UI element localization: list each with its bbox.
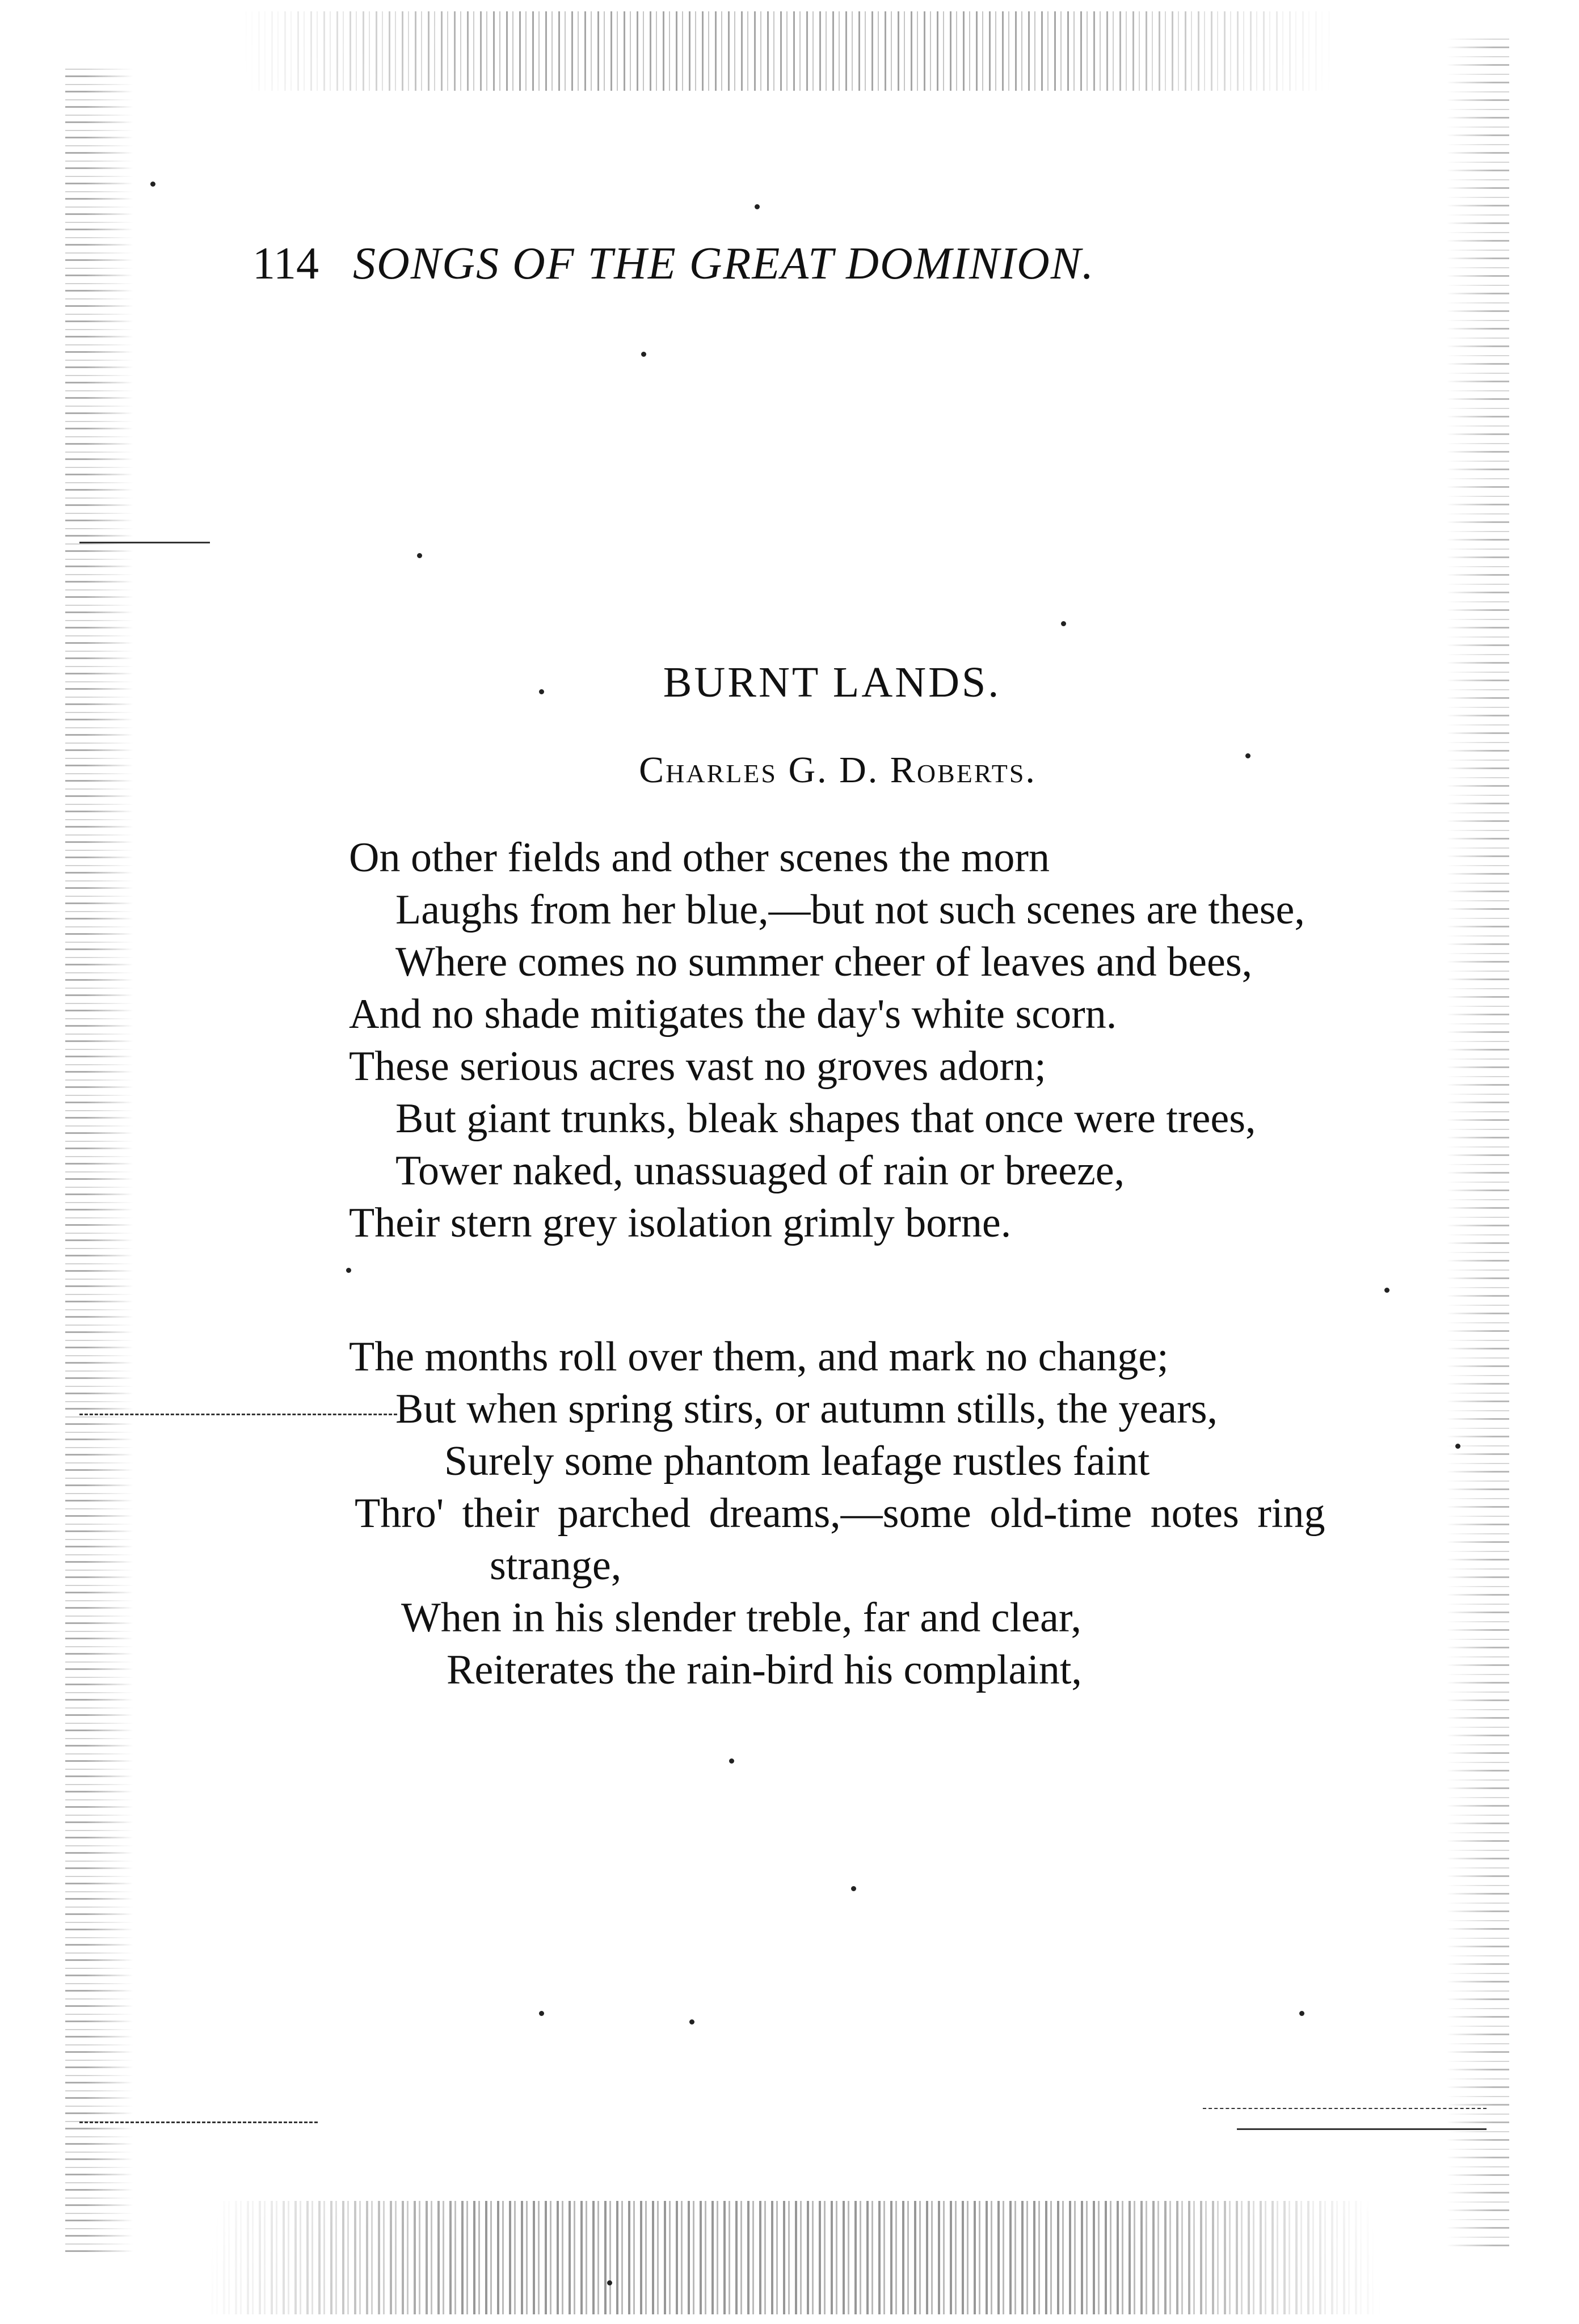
scan-speck	[1299, 2011, 1304, 2016]
poem-author: Charles G. D. Roberts.	[639, 749, 1037, 791]
poem-line: Tower naked, unassuaged of rain or breeze,	[395, 1148, 1125, 1194]
poem-line: These serious acres vast no groves adorn;	[349, 1043, 1046, 1090]
poem-title: BURNT LANDS.	[663, 659, 1001, 706]
scan-speck	[1384, 1288, 1389, 1293]
poem-line: Reiterates the rain-bird his complaint,	[447, 1647, 1082, 1693]
scan-speck	[851, 1886, 856, 1891]
scan-rule	[79, 2121, 318, 2123]
poem-line: Their stern grey isolation grimly borne.	[349, 1200, 1012, 1246]
poem-line: When in his slender treble, far and clear,	[401, 1595, 1081, 1641]
scan-speck	[150, 182, 155, 187]
scan-rule	[1237, 2128, 1487, 2130]
scan-speck	[607, 2280, 612, 2285]
scan-speck	[539, 2011, 544, 2016]
scan-rule	[79, 542, 210, 543]
scan-speck	[1061, 621, 1066, 626]
running-header	[252, 238, 1094, 290]
page-edge-right	[1447, 34, 1509, 2246]
scan-speck	[729, 1758, 734, 1764]
scan-rule	[79, 1414, 397, 1415]
poem-line: Thro' their parched dreams,—some old-time notes ring	[355, 1490, 1325, 1537]
poem-line: strange,	[490, 1542, 622, 1589]
scan-speck	[641, 352, 646, 357]
poem-line: The months roll over them, and mark no change;	[349, 1334, 1169, 1380]
poem-line: Laughs from her blue,—but not such scenes are these,	[395, 887, 1305, 933]
page-edge-top	[62, 11, 1515, 91]
scan-rule	[1203, 2108, 1487, 2109]
poem-line: Where comes no summer cheer of leaves and bees,	[395, 939, 1253, 985]
scan-speck	[346, 1268, 351, 1273]
poem-line: But giant trunks, bleak shapes that once were trees,	[395, 1095, 1256, 1142]
scan-speck	[1455, 1444, 1460, 1449]
page-edge-bottom	[68, 2201, 1521, 2314]
poem-line: Surely some phantom leafage rustles faint	[444, 1438, 1150, 1484]
poem-line: On other fields and other scenes the morn	[349, 834, 1050, 881]
page-number: 114	[252, 239, 319, 289]
scan-speck	[755, 204, 760, 209]
scan-speck	[417, 553, 422, 558]
poem-line: But when spring stirs, or autumn stills, the years,	[395, 1386, 1218, 1432]
scan-speck	[689, 2019, 694, 2024]
page-edge-left	[65, 68, 133, 2252]
poem-line: And no shade mitigates the day's white scorn.	[349, 991, 1117, 1037]
running-title: SONGS OF THE GREAT DOMINION.	[353, 239, 1095, 289]
